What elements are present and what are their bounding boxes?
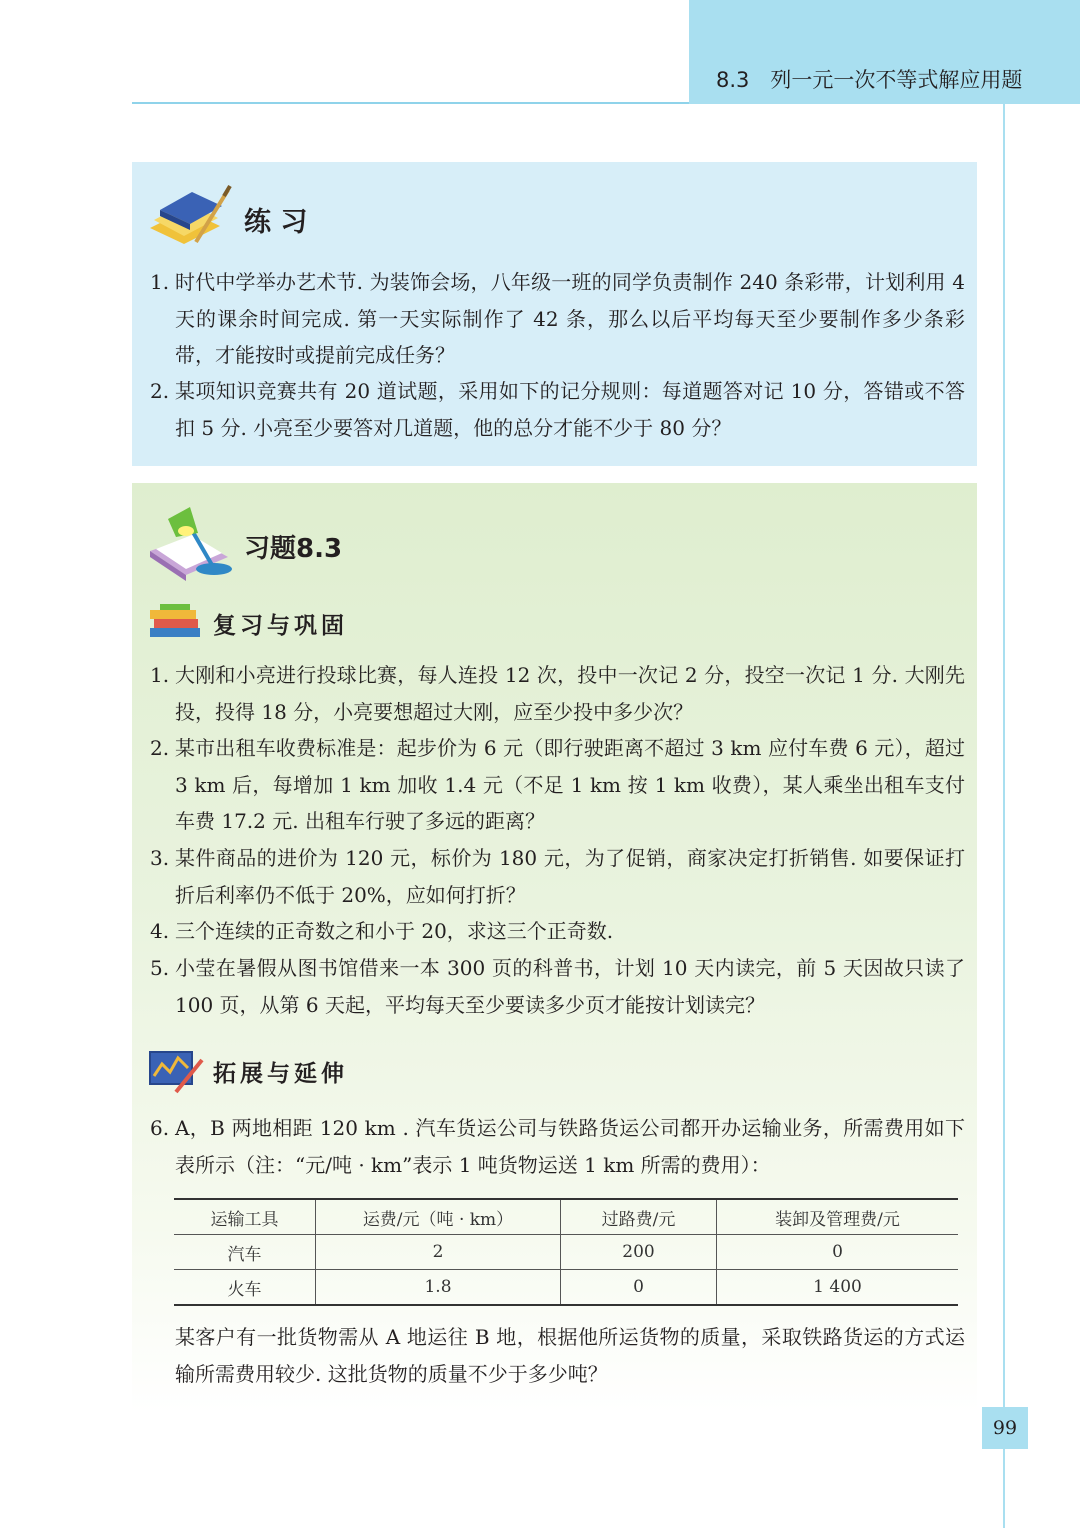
question-number: 1.	[150, 663, 170, 687]
exercises-heading: 习题8.3	[244, 534, 343, 564]
review-question-4	[150, 913, 965, 950]
extension-heading: 拓展与延伸	[213, 1060, 348, 1087]
table-cell: 1.8	[316, 1270, 561, 1306]
question-number: 5.	[150, 956, 170, 980]
table-cell: 0	[717, 1235, 959, 1270]
question-number: 1.	[150, 270, 170, 294]
question-number: 2.	[150, 379, 170, 403]
question-number: 6.	[150, 1116, 170, 1140]
question-text: 某件商品的进价为 120 元，标价为 180 元，为了促销，商家决定打折销售. 如要保证打折后利率仍不低于 20%，应如何打折？	[175, 846, 965, 907]
page-number: 99	[982, 1407, 1028, 1449]
table-cell: 1 400	[717, 1270, 959, 1306]
review-question-5	[150, 950, 965, 1023]
question-text: 某客户有一批货物需从 A 地运往 B 地，根据他所运货物的质量，采取铁路货运的方式运输所需费用较少. 这批货物的质量不少于多少吨？	[175, 1325, 965, 1386]
question-number: 4.	[150, 919, 170, 943]
table-cell: 200	[561, 1235, 717, 1270]
table-row	[174, 1270, 958, 1306]
table-cell: 0	[561, 1270, 717, 1306]
review-heading: 复习与巩固	[213, 612, 348, 639]
extension-follow-text	[150, 1319, 965, 1392]
question-text: 某市出租车收费标准是：起步价为 6 元（即行驶距离不超过 3 km 应付车费 6 元），超过 3 km 后，每增加 1 km 加收 1.4 元（不足 1 km 按 1 km 收费），某人乘坐出租车支付车费 17.2 元. 出租车行驶了多远的距离？	[175, 736, 965, 833]
question-number: 3.	[150, 846, 170, 870]
table-cell: 2	[316, 1235, 561, 1270]
question-number: 2.	[150, 736, 170, 760]
extension-question-6	[150, 1110, 965, 1183]
books-pencil-icon	[146, 184, 232, 246]
question-text: 某项知识竞赛共有 20 道试题，采用如下的记分规则：每道题答对记 10 分，答错或不答扣 5 分. 小亮至少要答对几道题，他的总分才能不少于 80 分？	[175, 379, 965, 440]
question-text: 三个连续的正奇数之和小于 20，求这三个正奇数.	[175, 919, 614, 943]
practice-heading: 练 习	[244, 207, 308, 238]
freight-cost-table	[174, 1198, 958, 1306]
practice-question-2	[150, 373, 965, 446]
table-cell: 汽车	[174, 1235, 316, 1270]
question-text: A，B 两地相距 120 km . 汽车货运公司与铁路货运公司都开办运输业务，所需费用如下表所示（注：“元/吨 · km”表示 1 吨货物运送 1 km 所需的费用）：	[175, 1116, 965, 1177]
table-header-cell: 装卸及管理费/元	[717, 1199, 959, 1235]
table-header-cell: 运费/元（吨 · km）	[316, 1199, 561, 1235]
table-header-cell: 运输工具	[174, 1199, 316, 1235]
review-question-3	[150, 840, 965, 913]
review-question-2	[150, 730, 965, 840]
table-header-row	[174, 1199, 958, 1235]
section-title: 8.3 列一元一次不等式解应用题	[716, 68, 1023, 92]
question-text: 时代中学举办艺术节. 为装饰会场，八年级一班的同学负责制作 240 条彩带，计划利用 4 天的课余时间完成. 第一天实际制作了 42 条，那么以后平均每天至少要制作多少条彩带，才能按时或提前完成任务？	[175, 270, 965, 367]
table-row	[174, 1235, 958, 1270]
question-text: 小莹在暑假从图书馆借来一本 300 页的科普书，计划 10 天内读完，前 5 天因故只读了 100 页，从第 6 天起，平均每天至少要读多少页才能按计划读完？	[175, 956, 965, 1017]
header-rule	[132, 102, 690, 104]
chart-pen-icon	[146, 1046, 206, 1094]
stacked-books-icon	[146, 604, 206, 640]
question-text: 大刚和小亮进行投球比赛，每人连投 12 次，投中一次记 2 分，投空一次记 1 分. 大刚先投，投得 18 分，小亮要想超过大刚，应至少投中多少次？	[175, 663, 965, 724]
practice-question-1	[150, 264, 965, 374]
table-cell: 火车	[174, 1270, 316, 1306]
table-header-cell: 过路费/元	[561, 1199, 717, 1235]
desk-lamp-book-icon	[146, 505, 236, 583]
side-rule	[1003, 104, 1005, 1528]
review-question-1	[150, 657, 965, 730]
